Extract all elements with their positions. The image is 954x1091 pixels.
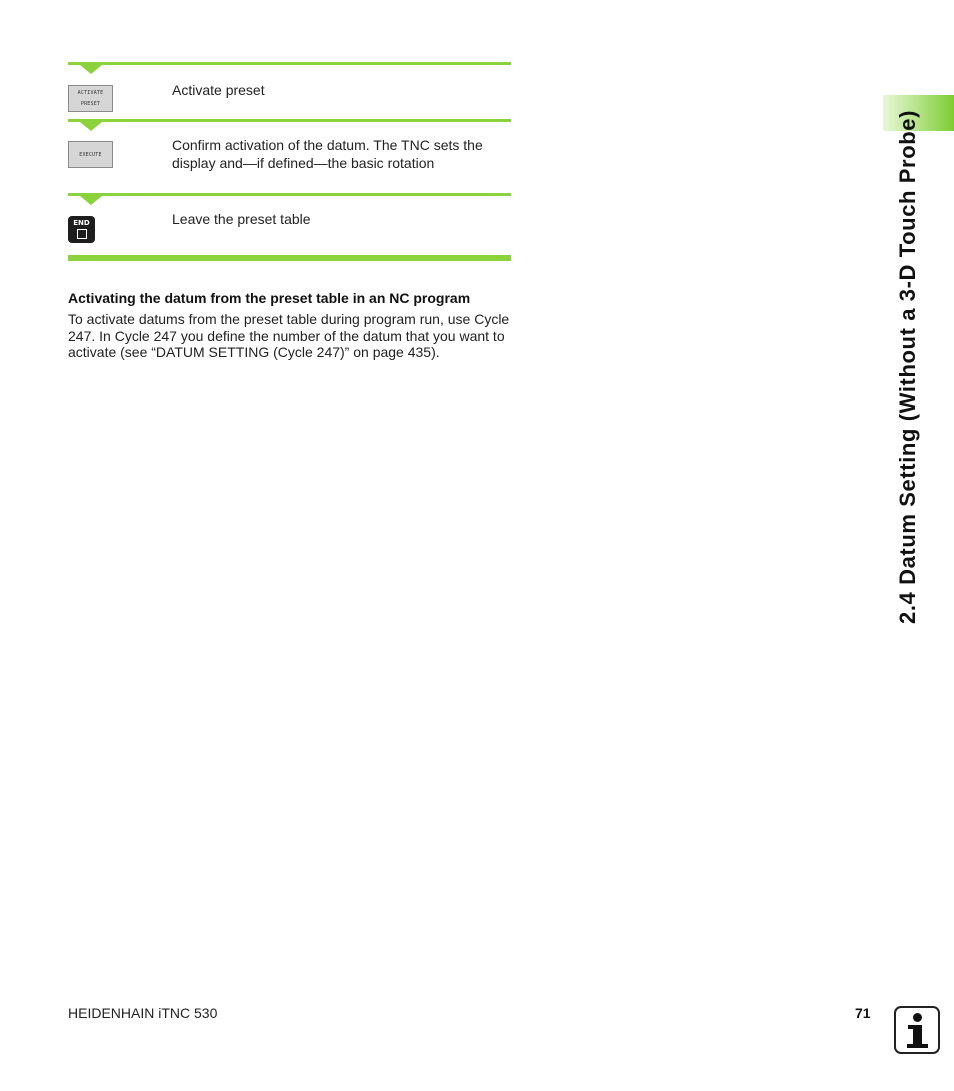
info-icon-dot [913, 1013, 922, 1022]
step-arrow-icon [80, 65, 102, 74]
footer-product: HEIDENHAIN iTNC 530 [68, 1005, 218, 1021]
step-row [68, 119, 511, 193]
section-heading: Activating the datum from the preset table in an NC program [68, 290, 471, 306]
info-icon [894, 1006, 940, 1054]
step-row [68, 62, 511, 119]
step-description: Confirm activation of the datum. The TNC sets the display and—if defined—the basic rotation [172, 137, 483, 171]
softkey-label: EXECUTE [79, 151, 102, 158]
step-arrow-icon [80, 122, 102, 131]
softkey-label: ACTIVATE [77, 90, 104, 97]
info-icon-base [907, 1044, 928, 1048]
chapter-title: 2.4 Datum Setting (Without a 3-D Touch Probe) [895, 109, 920, 624]
step-arrow-icon [80, 196, 102, 205]
step-table [68, 62, 511, 261]
section [68, 289, 513, 361]
activate-preset-softkey [68, 85, 113, 112]
step-description: Activate preset [172, 82, 265, 98]
step-description: Leave the preset table [172, 211, 311, 227]
info-icon-stem [913, 1025, 922, 1046]
square-icon [77, 229, 87, 239]
execute-softkey [68, 141, 113, 168]
table-bottom-rule [68, 255, 511, 261]
end-key [68, 216, 95, 243]
page-number: 71 [855, 1005, 871, 1021]
section-body: To activate datums from the preset table during program run, use Cycle 247. In Cycle 247 you define the number of the datum that you want to activate (see “DATUM SETTING (Cycle 247)” on page 435). [68, 311, 510, 360]
end-key-label: END [73, 219, 90, 227]
step-row [68, 193, 511, 255]
softkey-label: PRESET [80, 100, 101, 107]
